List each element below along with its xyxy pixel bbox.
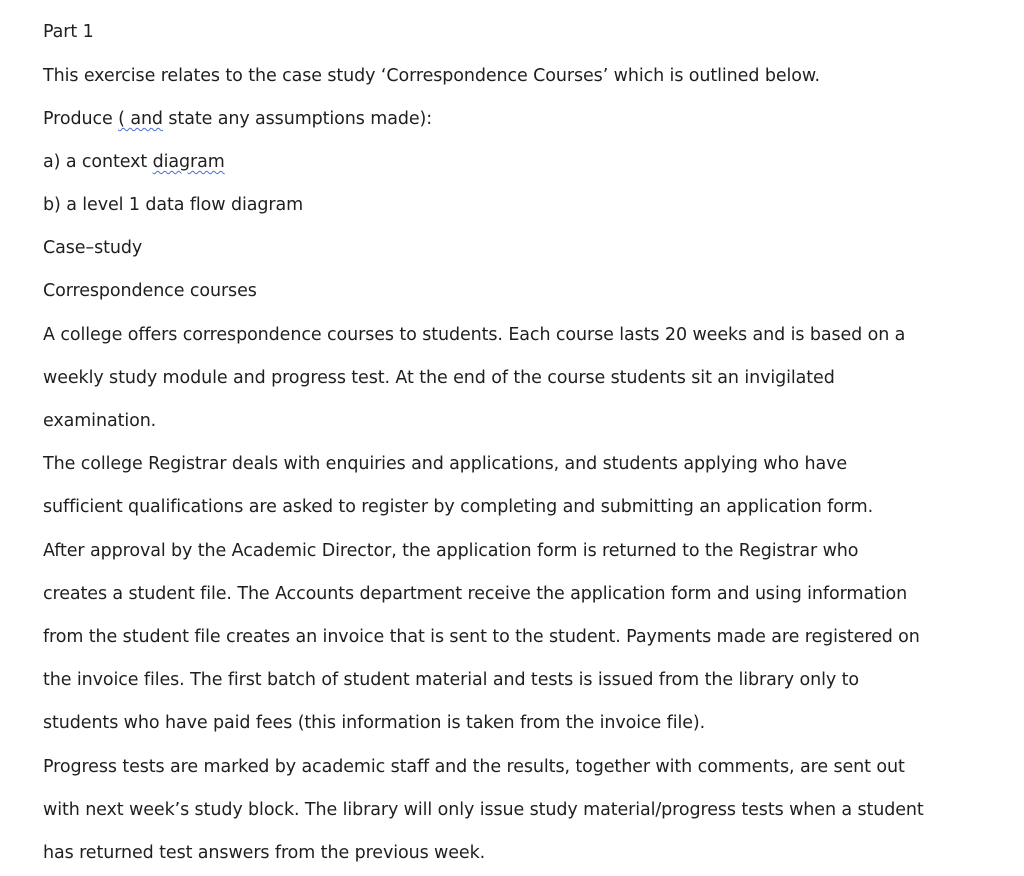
intro-line: This exercise relates to the case study ‘Correspondence Courses’ which is outlined below. — [43, 66, 820, 86]
paragraph-line: The college Registrar deals with enquiries and applications, and students applying who have — [43, 454, 848, 474]
produce-text-after: state any assumptions made): — [162, 109, 433, 129]
case-study-title: Correspondence courses — [43, 281, 257, 301]
paragraph-line: creates a student file. The Accounts department receive the application form and using information — [43, 584, 908, 604]
paragraph-line: students who have paid fees (this information is taken from the invoice file). — [43, 713, 706, 733]
item-a-text: a) a context — [43, 152, 153, 172]
paragraph-line: from the student file creates an invoice that is sent to the student. Payments made are registered on — [43, 627, 920, 647]
case-study-label: Case–study — [43, 238, 143, 258]
paragraph-line: A college offers correspondence courses to students. Each course lasts 20 weeks and is based on a — [43, 325, 906, 345]
paragraph-line: the invoice files. The first batch of student material and tests is issued from the library only to — [43, 670, 859, 690]
spellcheck-marked-text: ( and — [118, 109, 163, 129]
item-a-line — [43, 151, 225, 173]
paragraph-line: weekly study module and progress test. At the end of the course students sit an invigilated — [43, 368, 835, 388]
paragraph-line: sufficient qualifications are asked to register by completing and submitting an application form. — [43, 497, 874, 517]
spellcheck-marked-word: diagram — [152, 152, 225, 172]
paragraph-line: has returned test answers from the previous week. — [43, 843, 486, 863]
produce-text-before: Produce — [43, 109, 119, 129]
paragraph-line: Progress tests are marked by academic staff and the results, together with comments, are sent out — [43, 757, 905, 777]
paragraph-line: After approval by the Academic Director, the application form is returned to the Registrar who — [43, 541, 859, 561]
paragraph-line: examination. — [43, 411, 157, 431]
paragraph-line: with next week’s study block. The library will only issue study material/progress tests when a student — [43, 800, 924, 820]
item-b-line: b) a level 1 data flow diagram — [43, 195, 304, 215]
part-heading: Part 1 — [43, 22, 94, 42]
produce-line — [43, 108, 432, 130]
